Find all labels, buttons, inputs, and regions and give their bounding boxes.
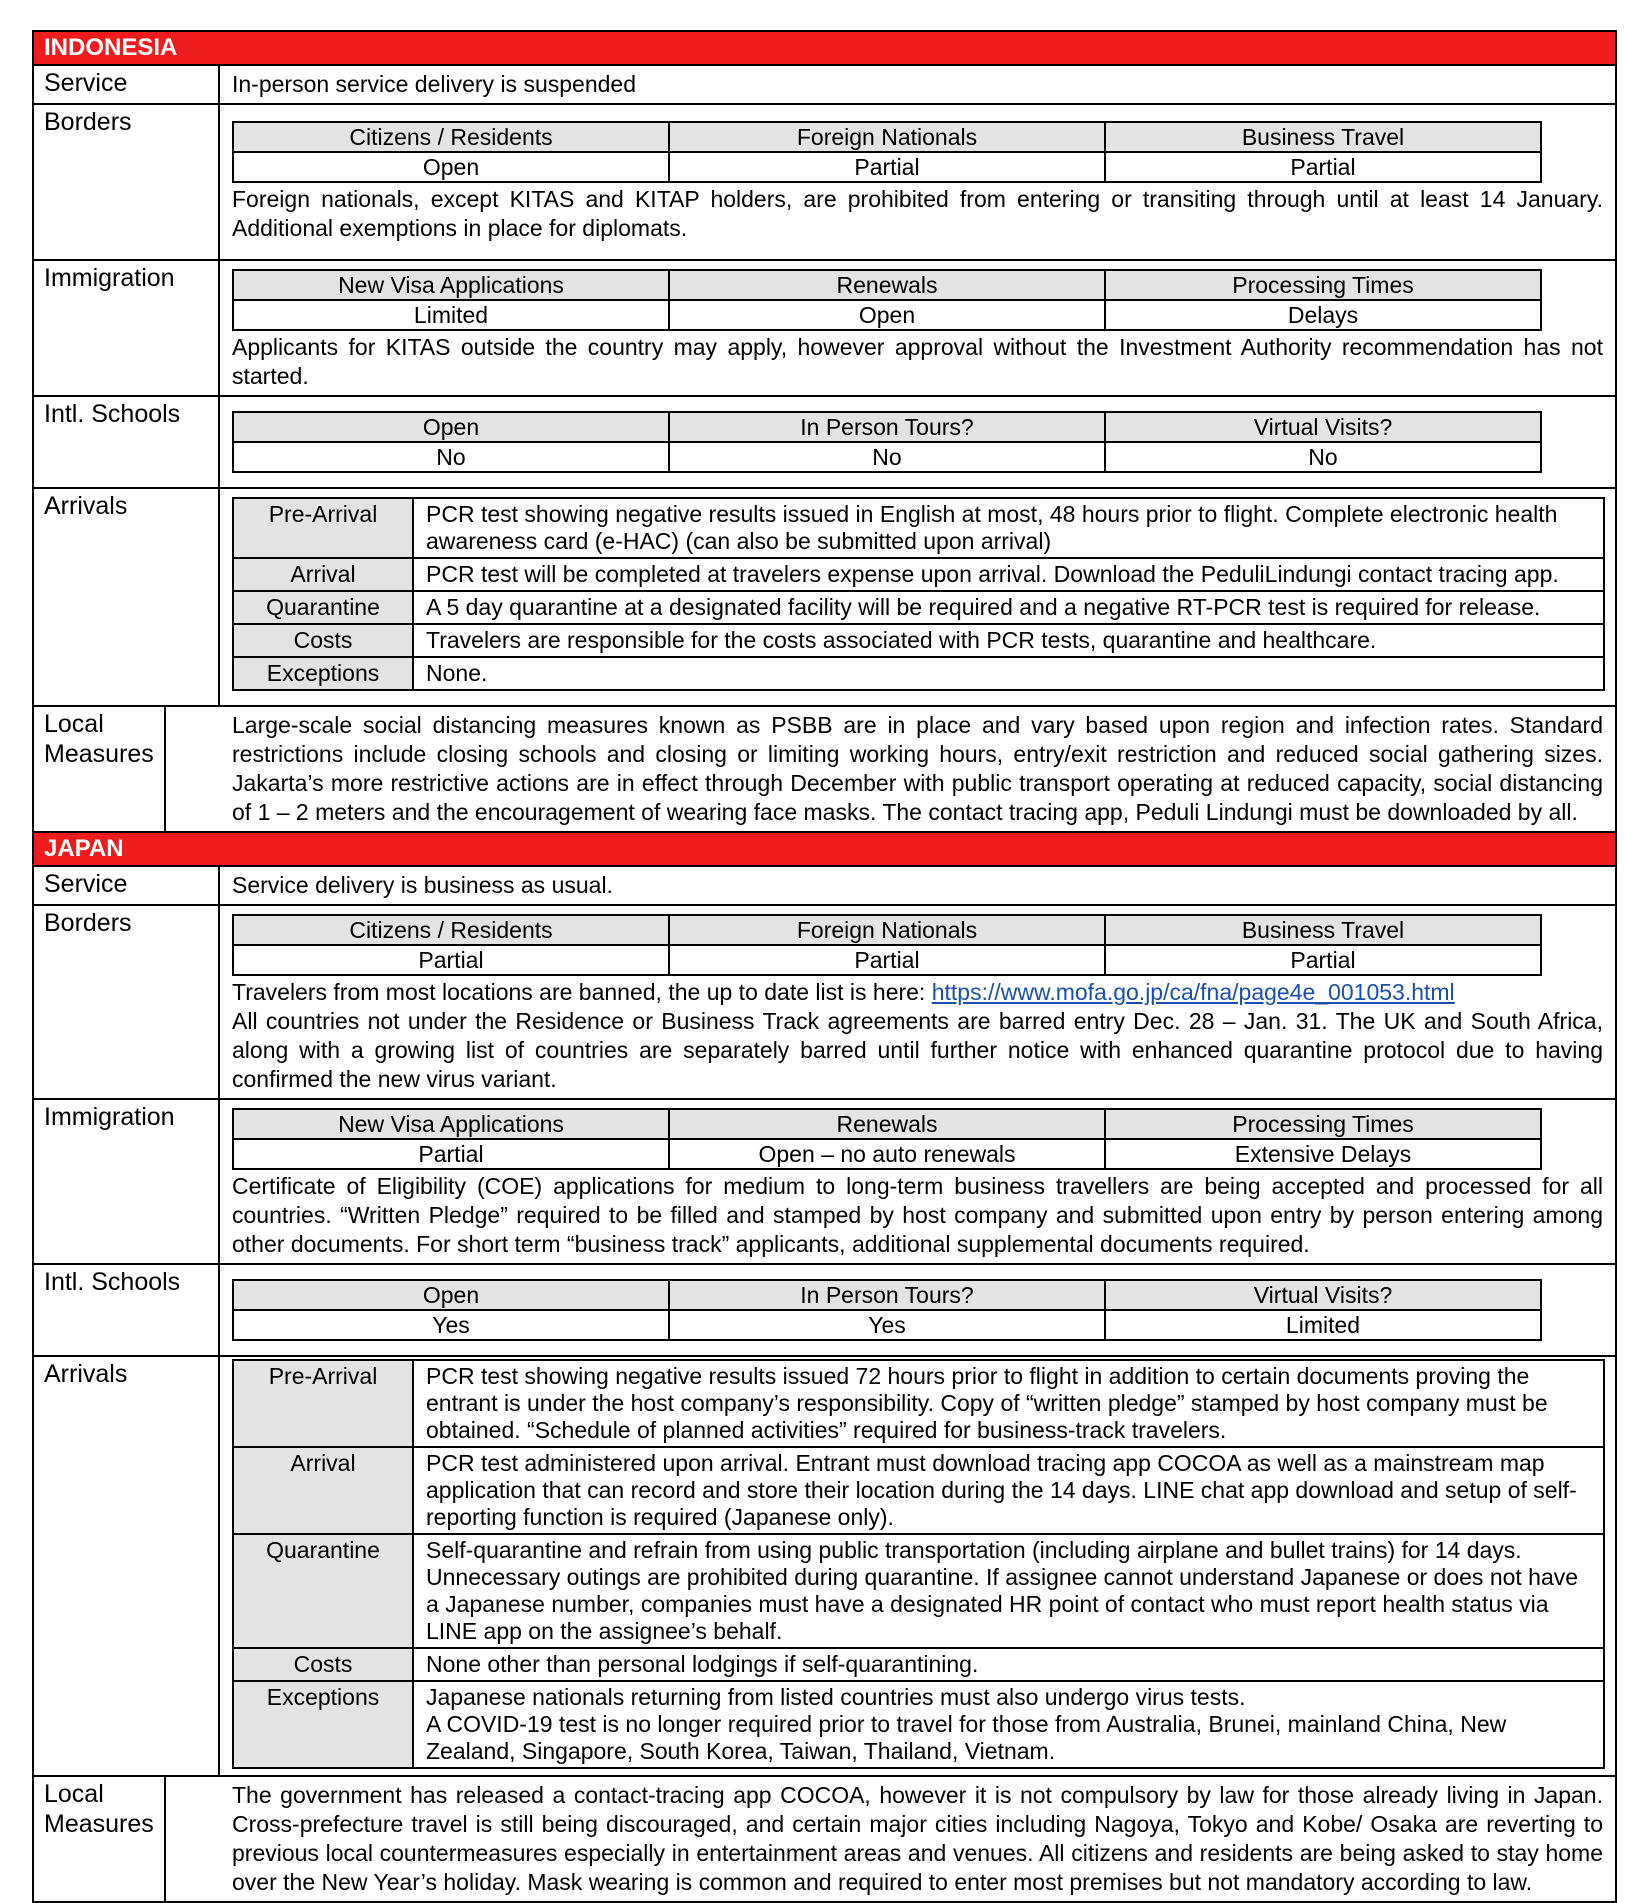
table-value-cell: Partial [233, 1139, 669, 1169]
table-value-cell: Yes [233, 1310, 669, 1340]
table-row [233, 1534, 1604, 1648]
row-label: Service [34, 66, 220, 103]
table-value-cell: No [669, 442, 1105, 472]
table-row [233, 498, 1604, 558]
table-row [233, 591, 1604, 624]
immigration-status-table [232, 269, 1542, 331]
arrivals-key: Quarantine [233, 1534, 413, 1648]
arrivals-value: Travelers are responsible for the costs associated with PCR tests, quarantine and healthcare. [413, 624, 1604, 657]
row-label: Borders [34, 105, 220, 259]
row-label: Immigration [34, 261, 220, 395]
arrivals-key: Pre-Arrival [233, 498, 413, 558]
arrivals-value: PCR test showing negative results issued 72 hours prior to flight in addition to certain documents proving the entrant is under the host company’s responsibility. Copy of “written pledge” stamped by host company must be obtained. “Schedule of planned activities” required for business-track travelers. [413, 1360, 1604, 1447]
row-label: Service [34, 867, 220, 904]
borders-status-table [232, 914, 1542, 976]
arrivals-key: Quarantine [233, 591, 413, 624]
country-header-japan: JAPAN [34, 833, 1615, 867]
table-header-cell: Virtual Visits? [1105, 1280, 1541, 1310]
table-value-cell: Open [669, 300, 1105, 330]
arrivals-table [232, 1359, 1605, 1769]
table-header-cell: Citizens / Residents [233, 122, 669, 152]
table-value-cell: Open [233, 152, 669, 182]
table-header-cell: Business Travel [1105, 915, 1541, 945]
table-row [233, 1681, 1604, 1768]
arrivals-key: Exceptions [233, 657, 413, 690]
row-schools-indonesia [34, 397, 1615, 489]
immigration-note: Certificate of Eligibility (COE) applications for medium to long-term business travellers are being accepted and processed for all countries. “Written Pledge” required to be filled and stamped by host company and submitted upon entry by person entering among other documents. For short term “business track” applicants, additional supplemental documents required. [232, 1173, 1603, 1257]
arrivals-value: PCR test showing negative results issued in English at most, 48 hours prior to flight. Complete electronic health awareness card (e-HAC) (can also be submitted upon arrival) [413, 498, 1604, 558]
row-label: Arrivals [34, 489, 220, 705]
arrivals-key: Costs [233, 624, 413, 657]
arrivals-value: A 5 day quarantine at a designated facility will be required and a negative RT-PCR test is required for release. [413, 591, 1604, 624]
table-value-cell: No [1105, 442, 1541, 472]
row-label: Borders [34, 906, 220, 1098]
table-row [233, 1648, 1604, 1681]
row-immigration-indonesia [34, 261, 1615, 397]
arrivals-value: PCR test will be completed at travelers expense upon arrival. Download the PeduliLindungi contact tracing app. [413, 558, 1604, 591]
row-schools-japan [34, 1265, 1615, 1357]
row-immigration-japan [34, 1100, 1615, 1265]
table-value-cell: No [233, 442, 669, 472]
table-value-cell: Limited [233, 300, 669, 330]
table-value-cell: Yes [669, 1310, 1105, 1340]
row-service-japan [34, 867, 1615, 906]
arrivals-table [232, 497, 1605, 691]
table-header-cell: Foreign Nationals [669, 122, 1105, 152]
table-row [233, 657, 1604, 690]
table-value-cell: Delays [1105, 300, 1541, 330]
row-arrivals-indonesia [34, 489, 1615, 707]
row-borders-japan [34, 906, 1615, 1100]
arrivals-key: Pre-Arrival [233, 1360, 413, 1447]
schools-status-table [232, 411, 1542, 473]
table-value-cell: Partial [669, 152, 1105, 182]
row-borders-indonesia [34, 105, 1615, 261]
table-row [233, 624, 1604, 657]
local-measures-text: Large-scale social distancing measures known as PSBB are in place and vary based upon region and infection rates. Standard restrictions include closing schools and closing or limiting working hours, entry/exit restriction and reduced social gathering sizes. Jakarta’s more restrictive actions are in effect through December with public transport operating at reduced capacity, social distancing of 1 – 2 meters and the encouragement of wearing face masks. The contact tracing app, Peduli Lindungi must be downloaded by all. [232, 712, 1603, 825]
table-header-cell: In Person Tours? [669, 1280, 1105, 1310]
borders-note-2: All countries not under the Residence or Business Track agreements are barred entry Dec. 28 – Jan. 31. The UK and South Africa, along with a growing list of countries are separately barred until further notice with enhanced quarantine protocol due to having confirmed the new virus variant. [232, 1008, 1603, 1092]
table-value-cell: Limited [1105, 1310, 1541, 1340]
row-label: Arrivals [34, 1357, 220, 1775]
table-value-cell: Partial [1105, 152, 1541, 182]
immigration-status-table [232, 1108, 1542, 1170]
exceptions-line-2: A COVID-19 test is no longer required prior to travel for those from Australia, Brunei, mainland China, New Zealand, Singapore, South Korea, Taiwan, Thailand, Vietnam. [426, 1711, 1507, 1764]
arrivals-value: None other than personal lodgings if self-quarantining. [413, 1648, 1604, 1681]
immigration-note: Applicants for KITAS outside the country may apply, however approval without the Investment Authority recommendation has not started. [232, 334, 1603, 389]
table-header-cell: New Visa Applications [233, 270, 669, 300]
arrivals-value: PCR test administered upon arrival. Entrant must download tracing app COCOA as well as a mainstream map application that can record and store their location during the 14 days. LINE chat app download and setup of self-reporting function is required (Japanese only). [413, 1447, 1604, 1534]
exceptions-line-1: Japanese nationals returning from listed countries must also undergo virus tests. [426, 1684, 1246, 1710]
table-header-cell: Virtual Visits? [1105, 412, 1541, 442]
arrivals-key: Arrival [233, 1447, 413, 1534]
row-local-japan [34, 1777, 1615, 1901]
row-label: Intl. Schools [34, 397, 220, 487]
table-row [233, 1360, 1604, 1447]
table-header-cell: Processing Times [1105, 1109, 1541, 1139]
local-measures-text: The government has released a contact-tracing app COCOA, however it is not compulsory by law for those already living in Japan. Cross-prefecture travel is still being discouraged, and certain major cities including Nagoya, Tokyo and Kobe/ Osaka are reverting to previous local countermeasures especially in entertainment areas and venues. All citizens and residents are being asked to stay home over the New Year’s holiday. Mask wearing is common and required to enter most premises but not mandatory according to law. [232, 1782, 1603, 1895]
row-label: Immigration [34, 1100, 220, 1263]
table-header-cell: Open [233, 412, 669, 442]
row-label: Intl. Schools [34, 1265, 220, 1355]
table-header-cell: Renewals [669, 270, 1105, 300]
schools-status-table [232, 1279, 1542, 1341]
arrivals-value: Self-quarantine and refrain from using public transportation (including airplane and bullet trains) for 14 days. Unnecessary outings are prohibited during quarantine. If assignee cannot understand Japanese or does not have a Japanese number, companies must have a designated HR point of contact who must report health status via LINE app on the assignee’s behalf. [413, 1534, 1604, 1648]
service-text: In-person service delivery is suspended [232, 71, 636, 97]
table-header-cell: New Visa Applications [233, 1109, 669, 1139]
table-header-cell: Foreign Nationals [669, 915, 1105, 945]
table-header-cell: Business Travel [1105, 122, 1541, 152]
table-header-cell: Open [233, 1280, 669, 1310]
table-value-cell: Partial [1105, 945, 1541, 975]
table-header-cell: Renewals [669, 1109, 1105, 1139]
borders-note-prefix: Travelers from most locations are banned, the up to date list is here: [232, 979, 932, 1005]
table-header-cell: Citizens / Residents [233, 915, 669, 945]
row-arrivals-japan [34, 1357, 1615, 1777]
table-value-cell: Extensive Delays [1105, 1139, 1541, 1169]
borders-note [232, 978, 1603, 1007]
table-value-cell: Open – no auto renewals [669, 1139, 1105, 1169]
table-row [233, 1447, 1604, 1534]
arrivals-key: Costs [233, 1648, 413, 1681]
country-header-indonesia: INDONESIA [34, 32, 1615, 66]
row-label: Local Measures [34, 1777, 166, 1901]
row-local-indonesia [34, 707, 1615, 833]
mofa-link[interactable]: https://www.mofa.go.jp/ca/fna/page4e_001053.html [931, 979, 1455, 1005]
table-value-cell: Partial [233, 945, 669, 975]
table-row [233, 558, 1604, 591]
table-header-cell: Processing Times [1105, 270, 1541, 300]
arrivals-key: Arrival [233, 558, 413, 591]
arrivals-value: None. [413, 657, 1604, 690]
travel-status-document [32, 30, 1617, 1903]
borders-note: Foreign nationals, except KITAS and KITAP holders, are prohibited from entering or transiting through until at least 14 January. Additional exemptions in place for diplomats. [232, 186, 1603, 241]
row-label: Local Measures [34, 707, 166, 831]
arrivals-value [413, 1681, 1604, 1768]
service-text: Service delivery is business as usual. [232, 872, 613, 898]
table-header-cell: In Person Tours? [669, 412, 1105, 442]
borders-status-table [232, 121, 1542, 183]
row-service-indonesia [34, 66, 1615, 105]
arrivals-key: Exceptions [233, 1681, 413, 1768]
table-value-cell: Partial [669, 945, 1105, 975]
